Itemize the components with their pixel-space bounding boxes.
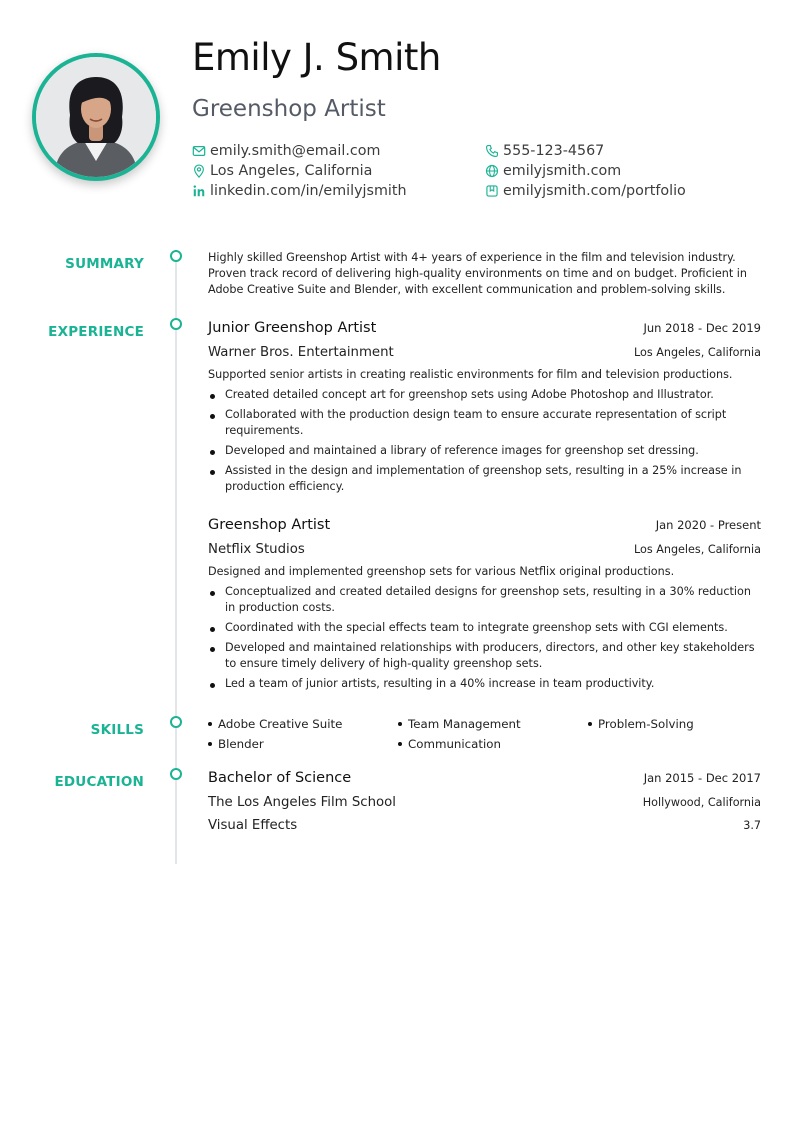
- school-location: Hollywood, California: [642, 796, 761, 809]
- job-bullets: [208, 387, 761, 499]
- skill-label: Communication: [408, 737, 501, 751]
- job-header: [208, 320, 761, 336]
- website-text: emilyjsmith.com: [503, 163, 622, 179]
- phone-icon: [485, 144, 499, 158]
- field-of-study: Visual Effects: [208, 818, 298, 833]
- section-title-summary: SUMMARY: [65, 256, 144, 272]
- job-location: Los Angeles, California: [633, 346, 761, 359]
- profile-photo: [32, 53, 160, 181]
- contact-website[interactable]: [485, 163, 621, 179]
- skill-label: Team Management: [408, 717, 521, 731]
- skill-item: [588, 716, 768, 732]
- job-description: Designed and implemented greenshop sets for various Netflix original productions.: [208, 565, 675, 578]
- degree: Bachelor of Science: [208, 770, 352, 786]
- list-item: Coordinated with the special effects team to integrate greenshop sets with CGI elements.: [208, 620, 761, 636]
- list-item: Led a team of junior artists, resulting in a 40% increase in team productivity.: [208, 676, 761, 692]
- portfolio-icon: [485, 184, 499, 198]
- list-item: Developed and maintained relationships with producers, directors, and other key stakeholders to ensure timely delivery of high-quality greenshop sets.: [208, 640, 761, 672]
- skill-label: Blender: [218, 737, 264, 751]
- mail-icon: [192, 144, 206, 158]
- section-title-experience: EXPERIENCE: [48, 324, 144, 340]
- timeline-dot-education: [170, 768, 182, 780]
- phone-text: 555-123-4567: [503, 143, 605, 159]
- contact-portfolio[interactable]: [485, 183, 686, 199]
- list-item: Collaborated with the production design team to ensure accurate representation of script requirements.: [208, 407, 761, 439]
- portfolio-text: emilyjsmith.com/portfolio: [503, 183, 686, 199]
- skill-label: Adobe Creative Suite: [218, 717, 343, 731]
- job-company: Netflix Studios: [208, 542, 305, 557]
- email-text: emily.smith@email.com: [210, 143, 381, 159]
- candidate-name: Emily J. Smith: [192, 36, 441, 79]
- job-bullets: [208, 584, 761, 696]
- linkedin-icon: [192, 184, 206, 198]
- globe-icon: [485, 164, 499, 178]
- timeline-dot-skills: [170, 716, 182, 728]
- skills-list: [208, 716, 768, 752]
- education-header: [208, 770, 761, 786]
- skill-label: Problem-Solving: [598, 717, 694, 731]
- job-location: Los Angeles, California: [633, 543, 761, 556]
- job-title: Junior Greenshop Artist: [208, 320, 377, 336]
- map-pin-icon: [192, 164, 206, 178]
- timeline-dot-experience: [170, 318, 182, 330]
- job-company-row: [208, 542, 761, 557]
- section-title-skills: SKILLS: [90, 722, 144, 738]
- job-description: Supported senior artists in creating realistic environments for film and television productions.: [208, 368, 733, 381]
- job-company-row: [208, 345, 761, 360]
- linkedin-text: linkedin.com/in/emilyjsmith: [210, 183, 407, 199]
- skill-item: [208, 716, 398, 732]
- job-title: Greenshop Artist: [208, 517, 331, 533]
- list-item: Assisted in the design and implementation of greenshop sets, resulting in a 25% increase in production efficiency.: [208, 463, 761, 495]
- education-school-row: [208, 795, 761, 810]
- list-item: Created detailed concept art for greenshop sets using Adobe Photoshop and Illustrator.: [208, 387, 761, 403]
- profile-photo-illustration: [36, 57, 156, 177]
- job-dates: Jun 2018 - Dec 2019: [643, 321, 761, 335]
- job-role: Greenshop Artist: [192, 96, 386, 122]
- section-title-education: EDUCATION: [54, 774, 144, 790]
- school-name: The Los Angeles Film School: [208, 795, 396, 810]
- skill-item: [398, 716, 588, 732]
- timeline-dot-summary: [170, 250, 182, 262]
- contact-phone[interactable]: [485, 143, 604, 159]
- education-field-row: [208, 818, 761, 833]
- education-dates: Jan 2015 - Dec 2017: [643, 771, 761, 785]
- contact-location: [192, 163, 372, 179]
- list-item: Conceptualized and created detailed designs for greenshop sets, resulting in a 30% reduction in production costs.: [208, 584, 761, 616]
- list-item: Developed and maintained a library of reference images for greenshop set dressing.: [208, 443, 761, 459]
- skill-item: [208, 736, 398, 752]
- job-header: [208, 517, 761, 533]
- contact-linkedin[interactable]: [192, 183, 407, 199]
- location-text: Los Angeles, California: [210, 163, 373, 179]
- contact-email[interactable]: [192, 143, 380, 159]
- skill-item: [398, 736, 588, 752]
- gpa: 3.7: [743, 819, 761, 832]
- job-company: Warner Bros. Entertainment: [208, 345, 394, 360]
- job-dates: Jan 2020 - Present: [655, 518, 761, 532]
- summary-text: Highly skilled Greenshop Artist with 4+ years of experience in the film and television industry. Proven track record of delivering high-quality environments on time and on budget. Proficient in Adobe Creative Suite and Blender, with excellent communication and problem-solving skills.: [208, 251, 747, 296]
